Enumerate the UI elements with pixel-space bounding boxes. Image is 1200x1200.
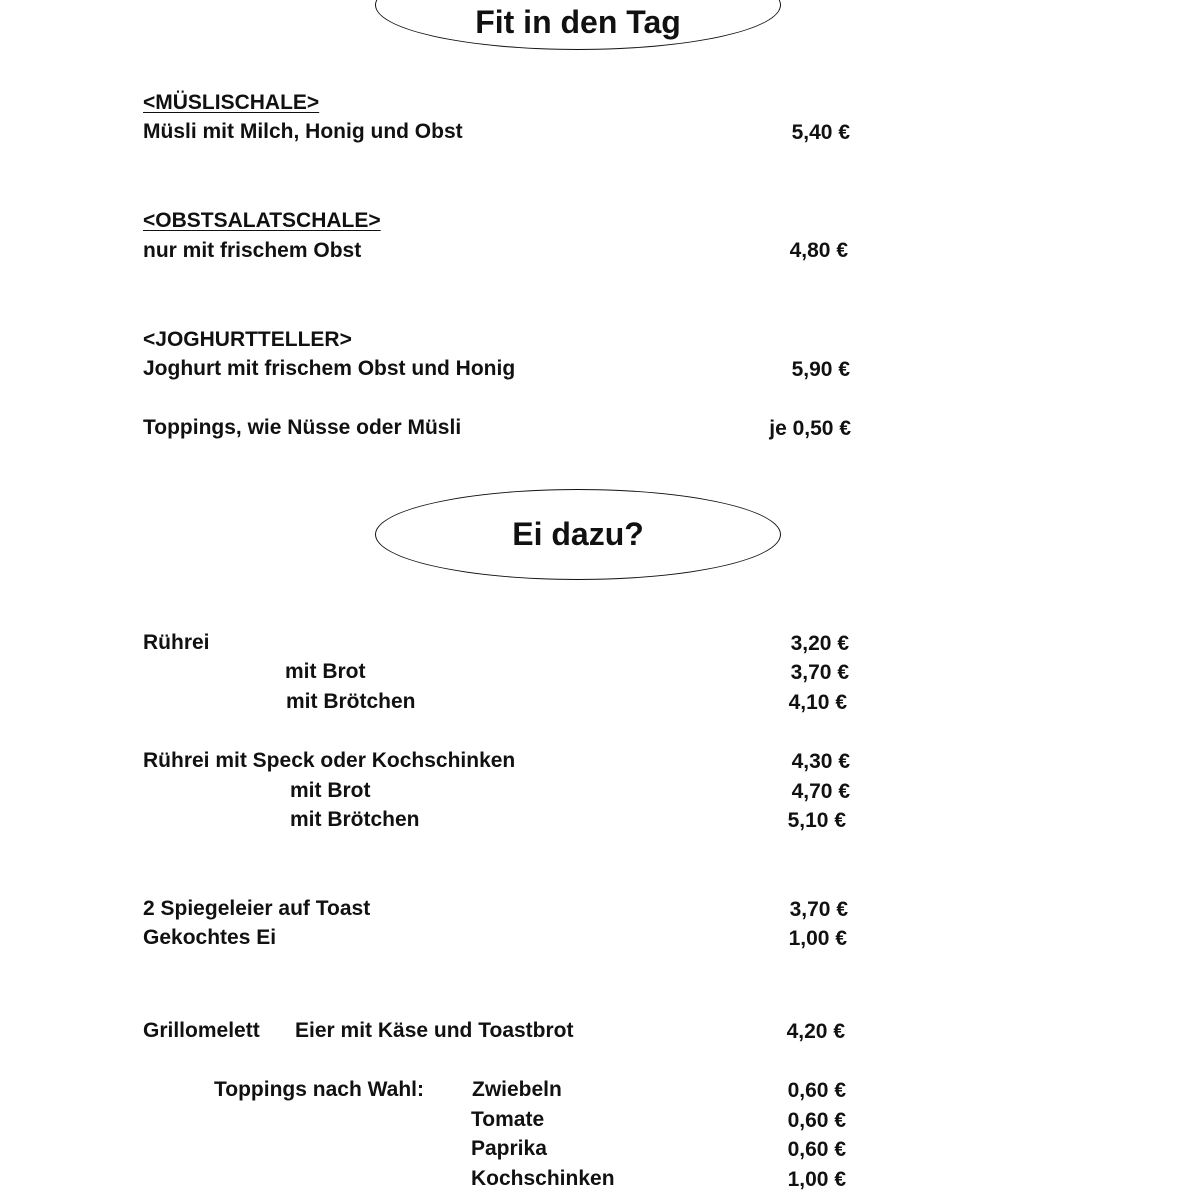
category-label: <MÜSLISCHALE> (143, 91, 320, 114)
section-title-oval (375, 0, 781, 50)
item-price: 4,30 € (791, 750, 850, 773)
topping-label: Paprika (471, 1137, 547, 1160)
toppings-label: Toppings, wie Nüsse oder Müsli (143, 416, 462, 439)
section-title: Fit in den Tag (475, 3, 681, 40)
topping-price: 0,60 € (787, 1079, 846, 1102)
item-description: nur mit frischem Obst (143, 239, 362, 262)
item-description: Müsli mit Milch, Honig und Obst (143, 120, 463, 143)
topping-price: 0,60 € (787, 1138, 846, 1161)
toppings-choice-label: Toppings nach Wahl: (214, 1078, 424, 1101)
category-label: <JOGHURTTELLER> (143, 328, 352, 351)
item-price: 3,70 € (789, 898, 848, 921)
item-label: 2 Spiegeleier auf Toast (143, 897, 371, 920)
item-label: Rührei mit Speck oder Kochschinken (143, 749, 516, 772)
item-price: 1,00 € (788, 927, 847, 950)
topping-label: Tomate (471, 1108, 545, 1131)
section-title: Ei dazu? (512, 516, 644, 552)
variant-price: 3,70 € (790, 661, 849, 684)
item-price: 4,80 € (789, 239, 848, 262)
topping-label: Kochschinken (471, 1167, 615, 1190)
variant-label: mit Brot (285, 660, 366, 683)
item-price: 5,90 € (791, 358, 850, 381)
item-price: 4,20 € (786, 1020, 845, 1043)
item-label: Rührei (143, 631, 210, 654)
variant-price: 4,10 € (788, 691, 847, 714)
category-label: <OBSTSALATSCHALE> (143, 209, 381, 232)
topping-price: 1,00 € (787, 1168, 846, 1191)
item-label: Gekochtes Ei (143, 926, 277, 949)
topping-label: Zwiebeln (472, 1078, 562, 1101)
section-title-oval (375, 489, 781, 580)
item-description: Eier mit Käse und Toastbrot (295, 1019, 574, 1042)
variant-label: mit Brot (290, 779, 371, 802)
item-price: 3,20 € (790, 632, 849, 655)
item-description: Joghurt mit frischem Obst und Honig (143, 357, 516, 380)
variant-label: mit Brötchen (290, 808, 420, 831)
topping-price: 0,60 € (787, 1109, 846, 1132)
item-price: 5,40 € (791, 121, 850, 144)
toppings-price: je 0,50 € (769, 417, 851, 440)
variant-label: mit Brötchen (286, 690, 416, 713)
variant-price: 4,70 € (791, 780, 850, 803)
item-label: Grillomelett (143, 1019, 260, 1042)
variant-price: 5,10 € (787, 809, 846, 832)
